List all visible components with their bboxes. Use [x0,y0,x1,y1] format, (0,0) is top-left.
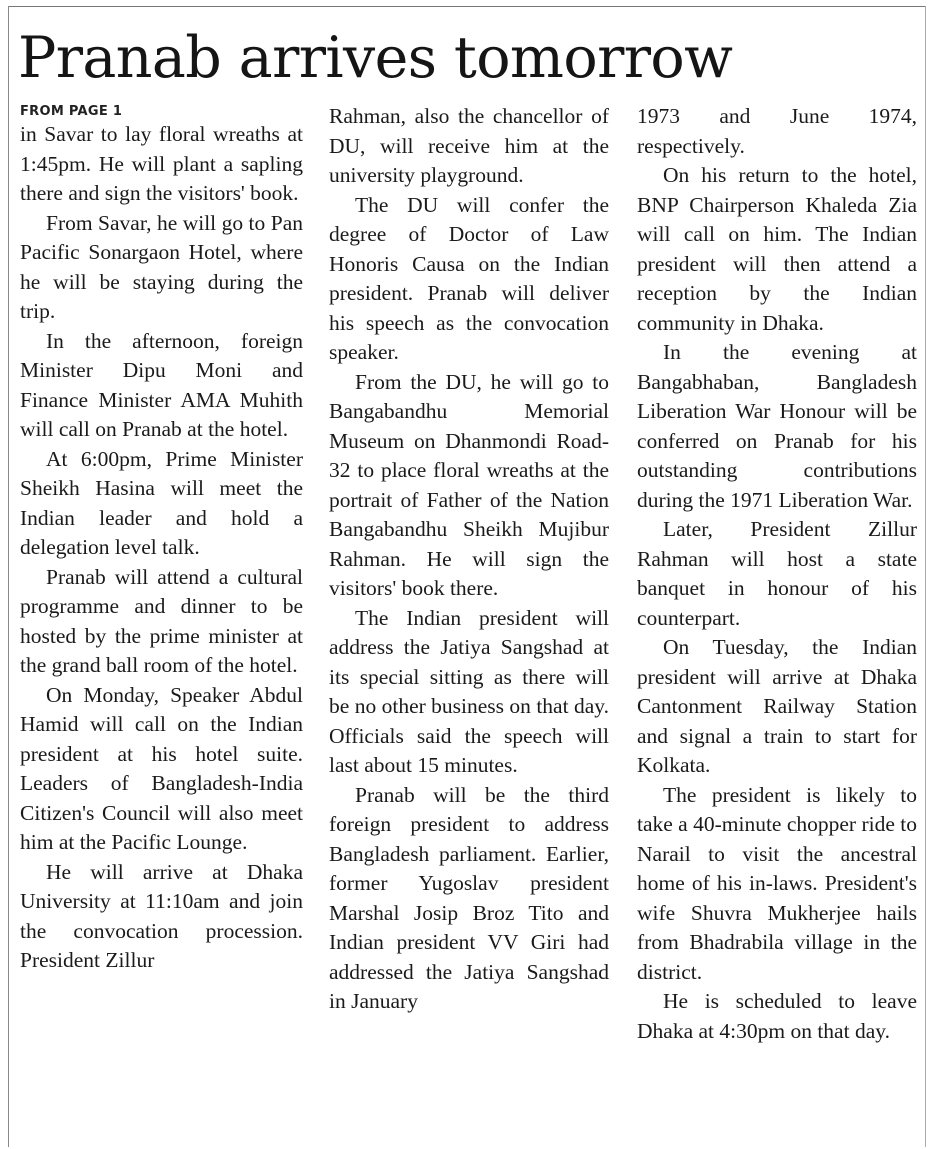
paragraph: Rahman, also the chancellor of DU, will receive him at the university playground. [329,104,609,187]
paragraph: The president is likely to take a 40-minute chopper ride to Narail to visit the ancestral home of his in-laws. President's wife Shuvra Mukherjee hails from Bhadrabila village in the district. [637,782,917,984]
headline: Pranab arrives tomorrow [18,25,733,91]
article-column-3 [637,102,917,1147]
paragraph: From Savar, he will go to Pan Pacific Sonargaon Hotel, where he will be staying during the trip. [20,210,303,323]
paragraph: On Tuesday, the Indian president will arrive at Dhaka Cantonment Railway Station and signal a train to start for Kolkata. [637,635,917,777]
paragraph: He is scheduled to leave Dhaka at 4:30pm on that day. [637,989,917,1043]
paragraph: In the evening at Bangabhaban, Bangladesh Liberation War Honour will be conferred on Pranab for his outstanding contributions during the 1971 Liberation War. [637,340,917,512]
paragraph: The DU will confer the degree of Doctor of Law Honoris Causa on the Indian president. Pranab will deliver his speech as the convocation speaker. [329,192,609,364]
paragraph: At 6:00pm, Prime Minister Sheikh Hasina will meet the Indian leader and hold a delegation level talk. [20,446,303,559]
paragraph: Later, President Zillur Rahman will host a state banquet in honour of his counterpart. [637,517,917,630]
left-border-rule [8,6,9,1147]
paragraph: In the afternoon, foreign Minister Dipu Moni and Finance Minister AMA Muhith will call on Pranab at the hotel. [20,328,303,441]
paragraph: 1973 and June 1974, respectively. [637,104,917,158]
paragraph: He will arrive at Dhaka University at 11:10am and join the convocation procession. President Zillur [20,859,303,972]
paragraph: Pranab will be the third foreign president to address Bangladesh parliament. Earlier, former Yugoslav president Marshal Josip Broz Tito and Indian president VV Giri had addressed the Jatiya Sangshad in January [329,782,609,1013]
article-column-1 [20,104,303,1149]
paragraph: The Indian president will address the Jatiya Sangshad at its special sitting as there will be no other business on that day. Officials said the speech will last about 15 minutes. [329,605,609,777]
kicker-from-page: FROM PAGE 1 [20,104,123,119]
paragraph: On Monday, Speaker Abdul Hamid will call on the Indian president at his hotel suite. Leaders of Bangladesh-India Citizen's Council will also meet him at the Pacific Lounge. [20,682,303,854]
paragraph: From the DU, he will go to Bangabandhu Memorial Museum on Dhanmondi Road-32 to place floral wreaths at the portrait of Father of the Nation Bangabandhu Sheikh Mujibur Rahman. He will sign the visitors' book there. [329,369,609,600]
right-border-rule [925,6,926,1147]
article-column-2 [329,102,609,1147]
top-border-rule [8,6,926,7]
paragraph: On his return to the hotel, BNP Chairperson Khaleda Zia will call on him. The Indian president will then attend a reception by the Indian community in Dhaka. [637,163,917,335]
paragraph: in Savar to lay floral wreaths at 1:45pm. He will plant a sapling there and sign the visitors' book. [20,122,303,205]
paragraph: Pranab will attend a cultural programme and dinner to be hosted by the prime minister at the grand ball room of the hotel. [20,564,303,677]
